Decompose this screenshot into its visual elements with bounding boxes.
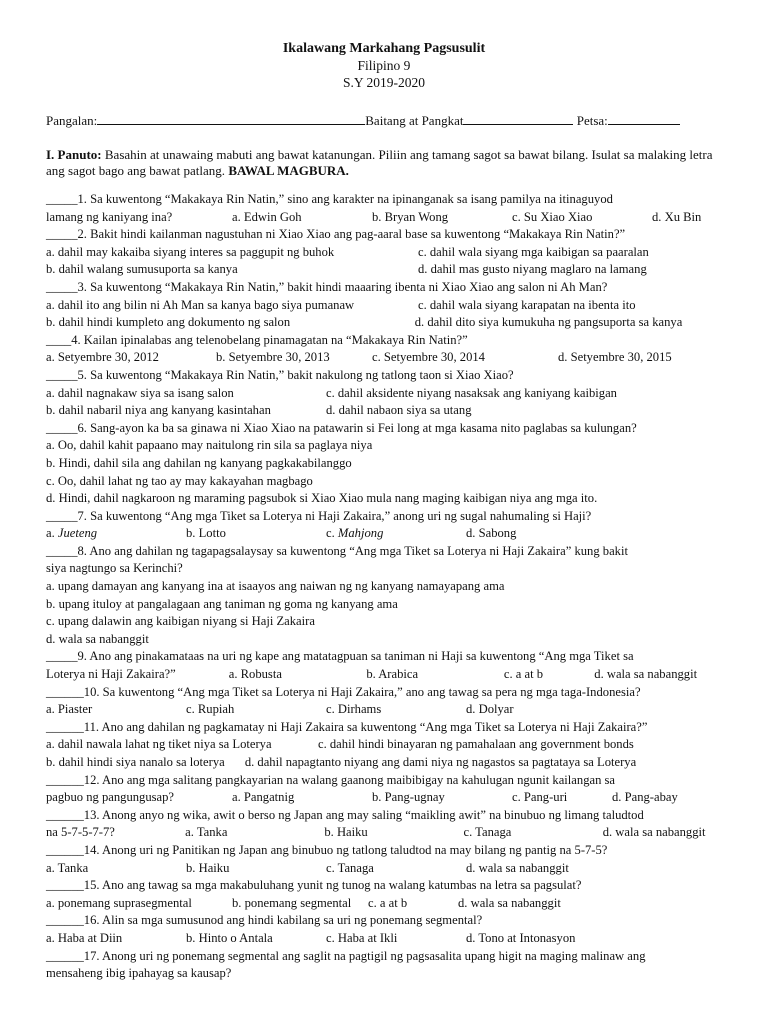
- choice-option: d. wala sa nabanggit: [466, 860, 569, 875]
- choice-option: b. Setyembre 30, 2013: [216, 350, 330, 365]
- choice-option: c. Dirhams: [326, 702, 382, 717]
- question-line: [46, 596, 722, 614]
- line-text: ____4. Kailan ipinalabas ang telenobelang pinamagatan na “Makakaya Rin Natin?”: [46, 332, 468, 347]
- line-text: ______11. Ano ang dahilan ng pagkamatay ni Haji Zakaira sa kuwentong “Ang mga Tiket sa Loterya ni Haji Zakaira?”: [46, 719, 648, 734]
- choice-option: a. ponemang suprasegmental: [46, 895, 192, 910]
- line-text: d. wala sa nabanggit: [46, 631, 149, 646]
- exam-title: Ikalawang Markahang Pagsusulit: [282, 41, 486, 56]
- choice-option: a. Haba at Diin: [46, 930, 123, 945]
- choice-option: b. Haiku: [186, 860, 230, 875]
- question-line: [46, 789, 722, 807]
- date-label: Petsa:: [576, 113, 608, 128]
- name-label: Pangalan:: [46, 113, 98, 128]
- line-text: _____9. Ano ang pinakamataas na uri ng kape ang matatagpuan sa taniman ni Haji sa kuwentong “Ang mga Tiket sa: [46, 649, 634, 664]
- instructions: [46, 147, 722, 179]
- question-line: [46, 209, 722, 227]
- question-line: [46, 314, 722, 332]
- choice-option: a. Tanka: [46, 860, 89, 875]
- choice-option: a. Edwin Goh: [232, 209, 302, 224]
- line-text: ______12. Ano ang mga salitang pangkayarian na walang gaanong maibibigay na kahulugan ngunit kailangan sa: [46, 772, 616, 787]
- choice-option: c. Setyembre 30, 2014: [372, 350, 485, 365]
- choice-option: c. Tanaga: [463, 825, 512, 840]
- question-line: [46, 261, 722, 279]
- choice-option: c. Pang-uri: [512, 790, 568, 805]
- choice-option: b. dahil nabaril niya ang kanyang kasintahan: [46, 403, 271, 418]
- question-list: [46, 191, 722, 983]
- question-line: [46, 930, 722, 948]
- question-line: [46, 420, 722, 438]
- question-line: [46, 860, 722, 878]
- line-text: d. Hindi, dahil nagkaroon ng maraming pagsubok si Xiao Xiao mula nang maging kaibigan niya ang mga ito.: [46, 491, 598, 506]
- line-text: mensaheng ibig ipahayag sa kausap?: [46, 966, 232, 981]
- choice-option: a. dahil nagnakaw siya sa isang salon: [46, 385, 234, 400]
- question-line: [46, 508, 722, 526]
- question-line: [46, 279, 722, 297]
- choice-option: b. dahil hindi kumpleto ang dokumento ng salon: [46, 315, 291, 330]
- question-line: [46, 525, 722, 543]
- question-line: [46, 490, 722, 508]
- question-line: [46, 402, 722, 420]
- choice-option: b. Bryan Wong: [372, 209, 449, 224]
- choice-option: b. dahil walang sumusuporta sa kanya: [46, 262, 238, 277]
- question-line: [46, 455, 722, 473]
- choice-option: a. Tanka: [185, 825, 228, 840]
- school-year: S.Y 2019-2020: [342, 75, 425, 90]
- instructions-label: I. Panuto:: [46, 147, 102, 162]
- line-text: _____6. Sang-ayon ka ba sa ginawa ni Xiao Xiao na patawarin si Fei long at mga kasama nito paglabas sa kulungan?: [46, 420, 637, 435]
- choice-option: c. a at b: [503, 667, 544, 682]
- choice-option: d. wala sa nabanggit: [594, 667, 698, 682]
- line-text: ______15. Ano ang tawag sa mga makabuluhang yunit ng tunog na walang katumbas na letra sa pagsulat?: [46, 878, 582, 893]
- question-line: [46, 385, 722, 403]
- question-line: [46, 684, 722, 702]
- name-row: [46, 113, 722, 129]
- choice-option: d. Sabong: [466, 526, 517, 541]
- line-text: c. Oo, dahil lahat ng tao ay may kakayahan magbago: [46, 473, 313, 488]
- exam-header: [46, 40, 722, 91]
- question-line: [46, 332, 722, 350]
- choice-option: na 5-7-5-7-7?: [46, 825, 115, 840]
- choice-option: b. Hinto o Antala: [186, 930, 273, 945]
- choice-option: c. Su Xiao Xiao: [512, 209, 593, 224]
- line-text: a. upang damayan ang kanyang ina at isaayos ang naiwan ng ng kanyang namayapang ama: [46, 579, 505, 594]
- question-line: [46, 754, 722, 772]
- line-text: ______10. Sa kuwentong “Ang mga Tiket sa Loterya ni Haji Zakaira,” ano ang tawag sa pera ng mga taga-Indonesia?: [46, 684, 641, 699]
- grade-blank[interactable]: [463, 113, 573, 125]
- choice-option: b. Haiku: [324, 825, 368, 840]
- question-line: [46, 807, 722, 825]
- line-text: c. upang dalawin ang kaibigan niyang si Haji Zakaira: [46, 614, 315, 629]
- question-line: [46, 613, 722, 631]
- question-line: [46, 948, 722, 966]
- question-line: [46, 473, 722, 491]
- question-line: [46, 349, 722, 367]
- question-line: [46, 648, 722, 666]
- question-line: [46, 842, 722, 860]
- choice-option: pagbuo ng pangungusap?: [46, 790, 175, 805]
- question-line: [46, 736, 722, 754]
- choice-option: c. Tanaga: [326, 860, 374, 875]
- line-text: ______16. Alin sa mga sumusunod ang hindi kabilang sa uri ng ponemang segmental?: [46, 913, 483, 928]
- line-text: _____3. Sa kuwentong “Makakaya Rin Natin,” bakit hindi maaaring ibenta ni Xiao Xiao ang salon ni Ah Man?: [46, 279, 608, 294]
- question-line: [46, 578, 722, 596]
- choice-option: d. wala sa nabanggit: [458, 895, 561, 910]
- question-line: [46, 560, 722, 578]
- line-text: b. Hindi, dahil sila ang dahilan ng kanyang pagkakabilanggo: [46, 455, 352, 470]
- question-line: [46, 965, 722, 983]
- line-text: ______14. Anong uri ng Panitikan ng Japan ang binubuo ng tatlong taludtod na may bilang ng pantig na 5-7-5?: [46, 842, 608, 857]
- question-line: [46, 297, 722, 315]
- subject: Filipino 9: [357, 58, 411, 73]
- choice-option: c. dahil aksidente niyang nasaksak ang kaniyang kaibigan: [326, 385, 617, 400]
- choice-option: d. dahil dito siya kumukuha ng pangsuporta sa kanya: [414, 315, 683, 330]
- choice-option: c. dahil wala siyang mga kaibigan sa paaralan: [418, 244, 649, 259]
- choice-option: c. Haba at Ikli: [326, 930, 398, 945]
- line-text: a. Oo, dahil kahit papaano may naitulong rin sila sa paglaya niya: [46, 438, 373, 453]
- choice-option: b. Lotto: [186, 526, 226, 541]
- choice-option: a. Robusta: [228, 667, 282, 682]
- line-text: _____8. Ano ang dahilan ng tagapagsalaysay sa kuwentong “Ang mga Tiket sa Loterya ni Haji Zakaira” kung bakit: [46, 543, 628, 558]
- choice-option: c. a at b: [368, 895, 408, 910]
- question-line: [46, 543, 722, 561]
- question-line: [46, 824, 722, 842]
- question-line: [46, 437, 722, 455]
- line-text: _____5. Sa kuwentong “Makakaya Rin Natin,” bakit nakulong ng tatlong taon si Xiao Xiao?: [46, 367, 514, 382]
- choice-option: d. Pang-abay: [612, 790, 678, 805]
- choice-option: d. dahil napagtanto niyang ang dami niya ng nagastos sa pagtataya sa Loterya: [244, 755, 637, 769]
- choice-option: a. dahil ito ang bilin ni Ah Man sa kanya bago siya pumanaw: [46, 297, 355, 312]
- choice-option: d. dahil mas gusto niyang maglaro na lamang: [418, 262, 647, 277]
- question-line: [46, 367, 722, 385]
- grade-label: Baitang at Pangkat: [365, 113, 464, 128]
- choice-option: a. Pangatnig: [232, 790, 295, 805]
- choice-option: d. Dolyar: [466, 702, 514, 717]
- choice-option: c. dahil wala siyang karapatan na ibenta ito: [418, 297, 636, 312]
- line-text: ______13. Anong anyo ng wika, awit o berso ng Japan ang may saling “maikling awit” na binubuo ng limang taludtod: [46, 807, 644, 822]
- question-line: [46, 895, 722, 913]
- question-line: [46, 191, 722, 209]
- question-line: [46, 226, 722, 244]
- choice-option: c. Mahjong: [326, 526, 384, 541]
- choice-option: c. Rupiah: [186, 702, 235, 717]
- choice-option: b. dahil hindi siya nanalo sa loterya: [46, 755, 225, 769]
- choice-option: a. dahil may kakaiba siyang interes sa paggupit ng buhok: [46, 244, 335, 259]
- choice-option: Loterya ni Haji Zakaira?”: [46, 667, 176, 682]
- line-text: b. upang ituloy at pangalagaan ang taniman ng goma ng kanyang ama: [46, 596, 398, 611]
- choice-option: b. ponemang segmental: [232, 895, 352, 910]
- question-line: [46, 912, 722, 930]
- question-line: [46, 772, 722, 790]
- choice-option: a. Setyembre 30, 2012: [46, 350, 159, 365]
- date-blank[interactable]: [608, 113, 680, 125]
- instructions-text: Basahin at unawaing mabuti ang bawat katanungan. Piliin ang tamang sagot sa bawat bilang. Isulat sa malaking letra ang sagot bago ang bawat patlang.: [46, 147, 713, 178]
- choice-option: b. Arabica: [366, 667, 419, 682]
- choice-option: d. Tono at Intonasyon: [466, 930, 576, 945]
- instructions-emphasis: BAWAL MAGBURA.: [228, 163, 349, 178]
- choice-option: d. Setyembre 30, 2015: [558, 350, 672, 365]
- question-line: [46, 666, 722, 684]
- name-blank[interactable]: [97, 113, 365, 125]
- line-text: ______17. Anong uri ng ponemang segmental ang saglit na pagtigil ng pagsasalita upang higit na maging malinaw ang: [46, 948, 646, 963]
- choice-option: a. dahil nawala lahat ng tiket niya sa Loterya: [46, 737, 272, 752]
- line-text: siya nagtungo sa Kerinchi?: [46, 561, 183, 576]
- line-text: _____7. Sa kuwentong “Ang mga Tiket sa Loterya ni Haji Zakaira,” anong uri ng sugal nahumaling si Haji?: [46, 508, 592, 523]
- question-line: [46, 701, 722, 719]
- line-text: _____1. Sa kuwentong “Makakaya Rin Natin,” sino ang karakter na ipinanganak sa isang pamilya na itinaguyod: [46, 192, 613, 206]
- choice-option: b. Pang-ugnay: [372, 790, 445, 805]
- choice-option: lamang ng kaniyang ina?: [46, 209, 173, 224]
- question-line: [46, 719, 722, 737]
- question-line: [46, 244, 722, 262]
- choice-option: a. Piaster: [46, 702, 93, 717]
- choice-option: c. dahil hindi binayaran ng pamahalaan ang government bonds: [318, 737, 634, 752]
- choice-option: d. dahil nabaon siya sa utang: [326, 403, 472, 418]
- question-line: [46, 631, 722, 649]
- choice-option: d. Xu Bin: [652, 209, 702, 224]
- line-text: _____2. Bakit hindi kailanman nagustuhan ni Xiao Xiao ang pag-aaral base sa kuwentong “Makakaya Rin Natin?”: [46, 227, 626, 242]
- question-line: [46, 877, 722, 895]
- choice-option: a. Jueteng: [46, 526, 98, 541]
- choice-option: d. wala sa nabanggit: [602, 825, 706, 840]
